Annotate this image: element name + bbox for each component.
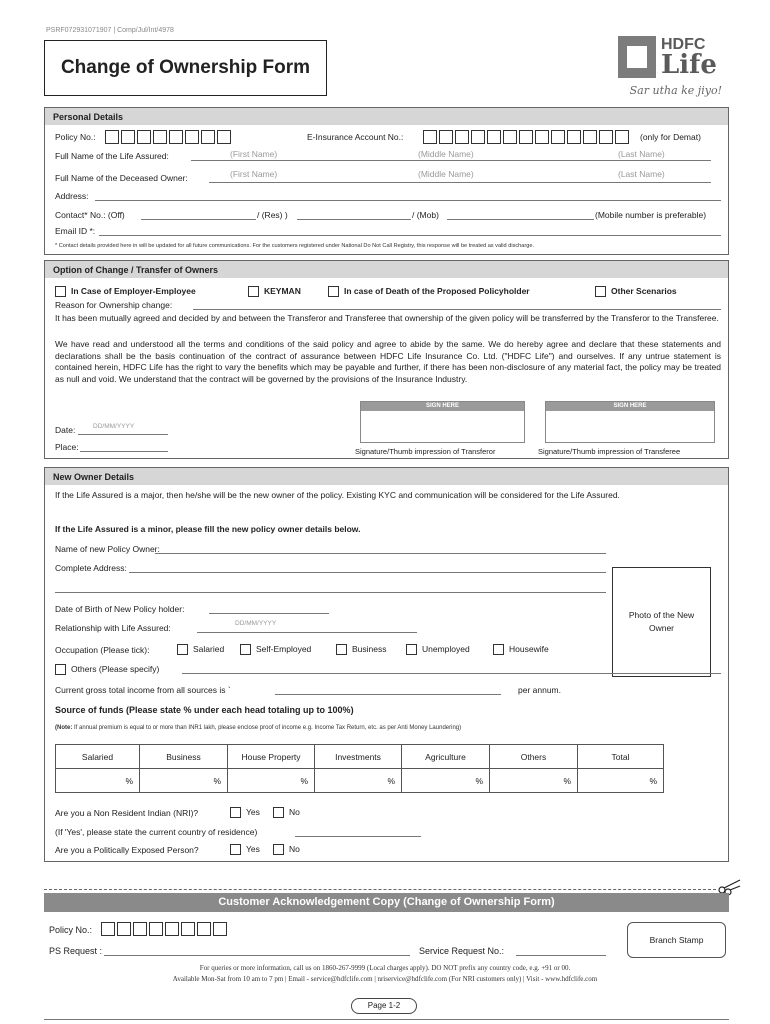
transferee-signature-box[interactable] xyxy=(545,401,715,443)
middle-name-hint: (Middle Name) xyxy=(418,169,474,179)
einsurance-label: E-Insurance Account No.: xyxy=(307,132,404,142)
cut-line xyxy=(44,889,716,890)
occupation-housewife[interactable]: Housewife xyxy=(493,644,549,655)
source-of-funds-table xyxy=(55,744,664,793)
life-assured-name-label: Full Name of the Life Assured: xyxy=(55,151,169,161)
transfer-agreement-text: It has been mutually agreed and decided by and between the Transferor and Transferee that ownership of the given policy will be transferred by the Transferor to the Transferee. xyxy=(55,313,719,323)
occupation-unemployed[interactable]: Unemployed xyxy=(406,644,470,655)
checkbox-icon[interactable] xyxy=(328,286,339,297)
policy-no-label: Policy No.: xyxy=(55,132,96,142)
checkbox-icon[interactable] xyxy=(55,664,66,675)
option-of-change-section xyxy=(44,260,729,459)
checkbox-icon[interactable] xyxy=(55,286,66,297)
col-salaried: Salaried xyxy=(56,745,140,769)
sign-here-label: SIGN HERE xyxy=(546,402,714,411)
contact-disclaimer: * Contact details provided here in will be updated for all future communications. For the customers registered under National Do Not Call Registry, this response will be treated as valid discharge. xyxy=(55,243,535,249)
contact-res-label: / (Res) ) xyxy=(257,210,288,220)
date-field[interactable] xyxy=(78,434,168,435)
relationship-field[interactable] xyxy=(197,632,417,633)
checkbox-icon[interactable] xyxy=(273,807,284,818)
new-owner-intro: If the Life Assured is a major, then he/she will be the new owner of the policy. Existing KYC and communication will be considered for the Life Assured. xyxy=(55,490,620,500)
email-label: Email ID *: xyxy=(55,226,96,236)
personal-details-section xyxy=(44,107,729,255)
contact-off-label: Contact* No.: (Off) xyxy=(55,210,125,220)
new-owner-name-label: Name of new Policy Owner: xyxy=(55,544,160,554)
contact-mob-field[interactable] xyxy=(447,219,594,220)
col-total: Total xyxy=(578,745,664,769)
ack-policy-no-label: Policy No.: xyxy=(49,925,93,935)
minor-instruction: If the Life Assured is a minor, please fill the new policy owner details below. xyxy=(55,524,361,534)
nri-country-label: (If 'Yes', please state the current country of residence) xyxy=(55,827,258,837)
form-title: Change of Ownership Form xyxy=(44,40,327,96)
option-death-policyholder[interactable]: In case of Death of the Proposed Policyholder xyxy=(328,286,530,297)
footer-availability-line: Available Mon-Sat from 10 am to 7 pm | Email - service@hdfclife.com | nriservice@hdfclife.com (For NRI customers only) | Visit - www.hdfclife.com xyxy=(172,975,598,983)
date-hint: DD/MM/YYYY xyxy=(93,423,135,430)
acknowledgement-heading: Customer Acknowledgement Copy (Change of Ownership Form) xyxy=(44,893,729,912)
ack-policy-no-boxes[interactable] xyxy=(101,922,229,936)
col-others: Others xyxy=(490,745,578,769)
option-other-scenarios[interactable]: Other Scenarios xyxy=(595,286,677,297)
option-keyman[interactable]: KEYMAN xyxy=(248,286,301,297)
pep-no[interactable]: No xyxy=(273,844,300,855)
pep-question: Are you a Politically Exposed Person? xyxy=(55,845,199,855)
branch-stamp-box[interactable]: Branch Stamp xyxy=(627,922,726,958)
checkbox-icon[interactable] xyxy=(240,644,251,655)
checkbox-icon[interactable] xyxy=(336,644,347,655)
logo-tagline: Sar utha ke jiyo! xyxy=(629,84,722,97)
checkbox-icon[interactable] xyxy=(493,644,504,655)
complete-address-label: Complete Address: xyxy=(55,563,127,573)
contact-res-field[interactable] xyxy=(297,219,411,220)
checkbox-icon[interactable] xyxy=(248,286,259,297)
occupation-salaried[interactable]: Salaried xyxy=(177,644,224,655)
reason-label: Reason for Ownership change: xyxy=(55,300,173,310)
logo-hdfc-text: HDFC xyxy=(661,36,706,53)
occupation-others[interactable]: Others (Please specify) xyxy=(55,664,159,675)
nri-question: Are you a Non Resident Indian (NRI)? xyxy=(55,808,199,818)
ps-request-label: PS Request : xyxy=(49,946,103,956)
middle-name-hint: (Middle Name) xyxy=(418,149,474,159)
total-pct-cell[interactable]: % xyxy=(578,769,664,793)
transferor-signature-caption: Signature/Thumb impression of Transferor xyxy=(355,447,496,456)
page-number: Page 1-2 xyxy=(351,998,417,1014)
investments-pct-cell[interactable]: % xyxy=(315,769,402,793)
checkbox-icon[interactable] xyxy=(230,844,241,855)
reason-field[interactable] xyxy=(193,309,721,310)
footer-rule xyxy=(44,1019,729,1020)
footer-contact-line: For queries or more information, call us on 1860-267-9999 (Local charges apply). DO NOT prefix any country code, e.g. +91 or 00. xyxy=(199,964,571,972)
logo-life-text: Life xyxy=(661,50,717,80)
date-label: Date: xyxy=(55,425,76,435)
pep-yes[interactable]: Yes xyxy=(230,844,260,855)
checkbox-icon[interactable] xyxy=(273,844,284,855)
nri-country-field[interactable] xyxy=(295,836,421,837)
occupation-label: Occupation (Please tick): xyxy=(55,645,150,655)
agriculture-pct-cell[interactable]: % xyxy=(402,769,490,793)
col-business: Business xyxy=(140,745,228,769)
address-field[interactable] xyxy=(95,200,721,201)
checkbox-icon[interactable] xyxy=(406,644,417,655)
contact-off-field[interactable] xyxy=(141,219,256,220)
first-name-hint: (First Name) xyxy=(230,149,278,159)
salaried-pct-cell[interactable]: % xyxy=(56,769,140,793)
only-demat-note: (only for Demat) xyxy=(640,132,701,142)
checkbox-icon[interactable] xyxy=(230,807,241,818)
last-name-hint: (Last Name) xyxy=(618,149,665,159)
contact-mob-label: / (Mob) xyxy=(412,210,439,220)
new-owner-section xyxy=(44,467,729,862)
house-property-pct-cell[interactable]: % xyxy=(228,769,315,793)
life-assured-name-field[interactable] xyxy=(191,160,711,161)
photo-box[interactable]: Photo of the New Owner xyxy=(612,567,711,677)
section-heading: Option of Change / Transfer of Owners xyxy=(45,261,728,278)
checkbox-icon[interactable] xyxy=(177,644,188,655)
complete-address-field-2[interactable] xyxy=(55,592,606,593)
email-field[interactable] xyxy=(99,235,721,236)
logo-mark-icon xyxy=(618,36,656,78)
new-owner-name-field[interactable] xyxy=(155,553,606,554)
col-investments: Investments xyxy=(315,745,402,769)
first-name-hint: (First Name) xyxy=(230,169,278,179)
einsurance-boxes[interactable] xyxy=(423,130,631,144)
declaration-text: We have read and understood all the terms and conditions of the said policy and agree to abide by the same. We do hereby agree and declare that these statements and declarations shall be the basis continuation of the contract of assurance between HDFC Life Insurance Co. Ltd. ("HDFC Life") and ourselves. If any untrue statement is contained herein, HDFC Life has the right to vary the benefits which may be payable and further, if there has been non-disclosure of any material fact, the policy may be treated as null and void. We understand that the contract will be governed by the provisions of the Insurance Industry. xyxy=(55,339,721,384)
business-pct-cell[interactable]: % xyxy=(140,769,228,793)
occupation-others-field[interactable] xyxy=(182,673,721,674)
checkbox-icon[interactable] xyxy=(595,286,606,297)
funds-note: (Note: If annual premium is equal to or more than INR1 lakh, please enclose proof of income e.g. Income Tax Return, etc. as per Anti Money Laundering) xyxy=(55,725,462,731)
occupation-self-employed[interactable]: Self-Employed xyxy=(240,644,311,655)
service-request-field[interactable] xyxy=(516,955,606,956)
relationship-label: Relationship with Life Assured: xyxy=(55,623,171,633)
per-annum-label: per annum. xyxy=(518,685,561,695)
section-heading: New Owner Details xyxy=(45,468,728,485)
form-reference-code: PSRF072931071907 | Comp/Jul/Int/4978 xyxy=(46,27,174,34)
sign-here-label: SIGN HERE xyxy=(361,402,524,411)
transferor-signature-box[interactable] xyxy=(360,401,525,443)
dob-field[interactable] xyxy=(209,613,329,614)
complete-address-field[interactable] xyxy=(129,572,606,573)
policy-no-boxes[interactable] xyxy=(105,130,233,144)
others-pct-cell[interactable]: % xyxy=(490,769,578,793)
option-employer-employee[interactable]: In Case of Employer-Employee xyxy=(55,286,196,297)
last-name-hint: (Last Name) xyxy=(618,169,665,179)
place-label: Place: xyxy=(55,442,79,452)
deceased-owner-name-label: Full Name of the Deceased Owner: xyxy=(55,173,188,183)
deceased-owner-name-field[interactable] xyxy=(209,182,711,183)
hdfc-life-logo xyxy=(618,36,722,102)
income-label: Current gross total income from all sources is ` xyxy=(55,685,231,695)
col-agriculture: Agriculture xyxy=(402,745,490,769)
address-label: Address: xyxy=(55,191,89,201)
nri-yes[interactable]: Yes xyxy=(230,807,260,818)
dob-label: Date of Birth of New Policy holder: xyxy=(55,604,185,614)
nri-no[interactable]: No xyxy=(273,807,300,818)
dob-format-hint: DD/MM/YYYY xyxy=(235,620,277,627)
occupation-business[interactable]: Business xyxy=(336,644,387,655)
col-house-property: House Property xyxy=(228,745,315,769)
income-field[interactable] xyxy=(275,694,501,695)
mobile-preferable-note: (Mobile number is preferable) xyxy=(595,210,707,220)
transferee-signature-caption: Signature/Thumb impression of Transferee xyxy=(538,447,681,456)
section-heading: Personal Details xyxy=(45,108,728,125)
place-field[interactable] xyxy=(80,451,168,452)
ps-request-field[interactable] xyxy=(104,955,410,956)
service-request-label: Service Request No.: xyxy=(419,946,505,956)
source-of-funds-heading: Source of funds (Please state % under each head totaling up to 100%) xyxy=(55,705,354,715)
